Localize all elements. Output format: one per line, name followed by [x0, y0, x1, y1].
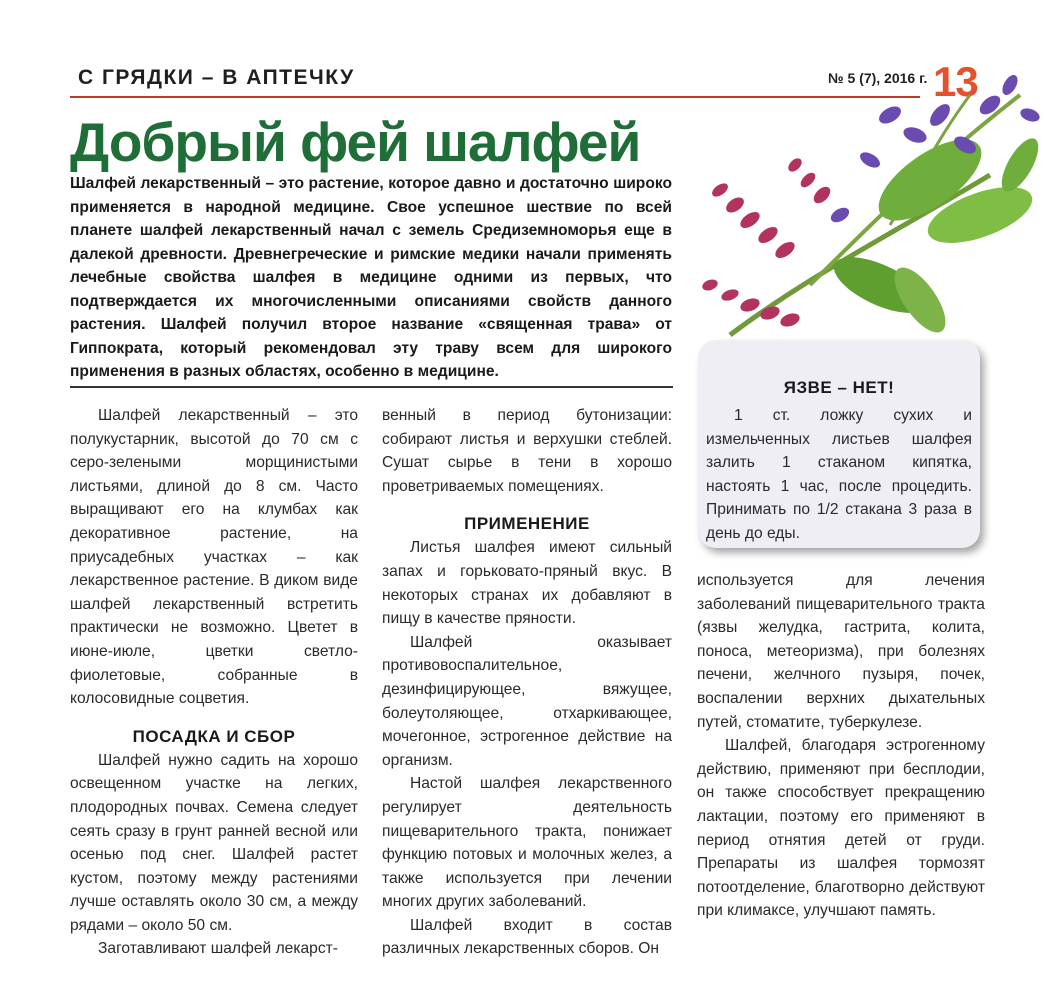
page-number: 13 — [933, 58, 978, 105]
paragraph: Шалфей нужно садить на хорошо освещенном участке на легких, плодородных почвах. Семена следует сеять сразу в грунт ранней весной или осенью под снег. Шалфей растет кустом, поэтому между растениями лучше оставлять около 30 см, а между рядами – около 50 см. — [70, 751, 358, 934]
section-heading-planting: ПОСАДКА И СБОР — [132, 726, 296, 746]
recipe-text: 1 ст. ложку сухих и измельченных листьев шалфея залить 1 стаканом кипятка, настоять 1 час, после процедить. Принимать по 1/2 стакана 3 раза в день до еды. — [706, 407, 972, 542]
paragraph: Заготавливают шалфей лекарст- — [98, 940, 338, 958]
paragraph: используется для лечения заболеваний пищеварительного тракта (язвы желудка, гастрита, колита, поноса, метеоризма), при болезнях печени, желчного пузыря, почек, воспалении верхних дыхательных путей, стоматите, туберкулезе. — [697, 572, 985, 731]
paragraph: Шалфей, благодаря эстрогенному действию, применяют при бесплодии, он также способствует прекращению лактации, поэтому его применяют в период отнятия детей от груди. Препараты из шалфея тормозят потоотделение, благотворно действуют при климаксе, улучшают память. — [697, 737, 985, 920]
paragraph: Шалфей лекарственный – это полукустарник, высотой до 70 см с серо-зелеными морщинистыми листьями, длиной до 8 см. Часто выращивают его на клумбах как декоративное растение, на приусадебных участках – как лекарственное растение. В диком виде шалфей лекарственный встретить практически не возможно. Цветет в июне-июле, цветки светло-фиолетовые, собранные в колосовидные соцветия. — [70, 407, 358, 708]
paragraph: Шалфей входит в состав различных лекарственных сборов. Он — [382, 916, 672, 958]
paragraph: Шалфей оказывает противовоспалительное, дезинфицирующее, вяжущее, болеутоляющее, отхаркивающее, мочегонное, эстрогенное действие на организм. — [382, 633, 672, 769]
rubric-title: С ГРЯДКИ – В АПТЕЧКУ — [78, 66, 355, 89]
issue-number: № 5 (7), 2016 г. — [828, 70, 928, 86]
paragraph: Настой шалфея лекарственного регулирует деятельность пищеварительного тракта, понижает функцию потовых и молочных желез, а также используется при лечении многих других заболеваний. — [382, 775, 672, 911]
column-1 — [70, 404, 358, 961]
article-lead: Шалфей лекарственный – это растение, которое давно и достаточно широко применяется в народной медицине. Свое успешное шествие по всей планете шалфей лекарственный начал с земель Средиземноморья еще в далекой древности. Древнегреческие и римские медики начали применять лечебные свойства шалфея в медицине одними из первых, что подтверждается их многочисленными описаниями свойств данного растения. Шалфей получил второе название «священная трава» от Гиппократа, который рекомендовал эту траву всем для широкого применения в разных областях, особенно в медицине. — [70, 175, 672, 380]
paragraph: Листья шалфея имеют сильный запах и горьковато-пряный вкус. В некоторых странах их добавляют в пищу в качестве пряности. — [382, 539, 672, 628]
column-3 — [697, 569, 985, 923]
column-2 — [382, 404, 672, 961]
lead-rule — [70, 386, 673, 388]
article-title: Добрый фей шалфей — [70, 111, 641, 173]
paragraph: венный в период бутонизации: собирают листья и верхушки стеблей. Сушат сырье в тени в хорошо проветриваемых помещениях. — [382, 407, 672, 495]
sidebar-box-title: ЯЗВЕ – НЕТ! — [783, 378, 895, 397]
section-heading-usage: ПРИМЕНЕНИЕ — [464, 514, 590, 534]
sidebar-box-text — [706, 404, 972, 546]
sage-plant-illustration — [690, 55, 1055, 355]
